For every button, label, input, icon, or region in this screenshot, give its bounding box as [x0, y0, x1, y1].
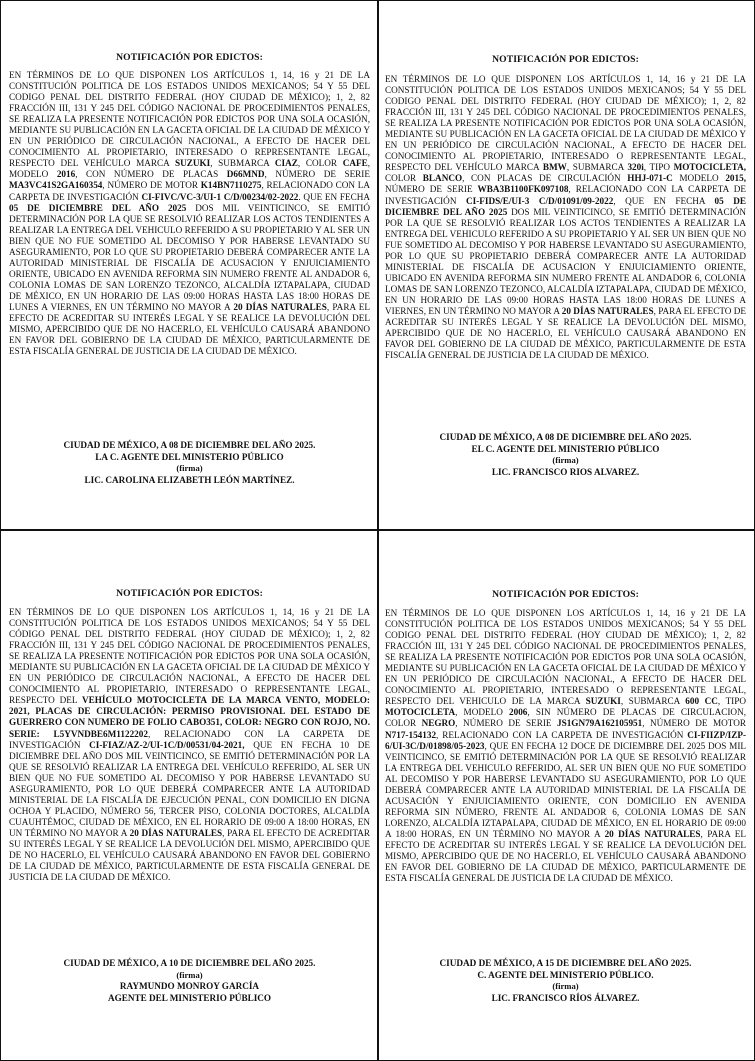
signature-name: RAYMUNDO MONROY GARCÍA: [119, 981, 260, 992]
signature-name: LIC. FRANCISCO RIOS ALVAREZ.: [491, 466, 640, 477]
notice-body: [385, 608, 746, 884]
body-text: , RELACIONADO CON LA CARPETA DE INVESTIGACIÓN: [436, 729, 688, 740]
body-text: NÚMERO DE SERIE: [385, 184, 478, 195]
body-emphasis: WBA3B1100FK097108: [477, 184, 569, 195]
notice-signature: [385, 432, 746, 478]
notice-bottom-left: [9, 531, 370, 1059]
body-text: , PARA EL EFECTO DE ACREDITAR SU INTERÉS LEGAL Y SE REALICE LA DEVOLUCIÓN DEL MISMO, APERCIBIDO QUE DE NO HACERLO, EL VEHÍCULO CAUSARÁ ABANDONO EN FAVOR DEL GOBIERNO DE LA CIUDAD DE MÉXICO, PARTICULARMENTE DE ESTA FISCALÍA GENERAL DE JUSTICIA DE LA CIUDAD DE MÉXICO.: [9, 301, 370, 357]
body-text: , NÚMERO DE SERIE: [455, 718, 557, 729]
signature-date: CIUDAD DE MÉXICO, A 15 DE DICIEMBRE DEL AÑO 2025.: [439, 958, 692, 968]
body-text: , PARA EL EFECTO DE ACREDITAR SU INTERÉS LEGAL Y SE REALICE LA DEVOLUCIÓN DEL MISMO, APERCIBIDO QUE DE NO HACERLO, EL VEHÍCULO CAUSARÁ ABANDONO EN FAVOR DEL GOBIERNO DE LA CIUDAD DE MÉXICO, PARTICULARMENTE DE ESTA FISCALÍA GENERAL DE JUSTICIA DE LA CIUDAD DE MÉXICO.: [9, 827, 370, 883]
body-emphasis: 600 CC: [685, 696, 718, 707]
body-emphasis: 20 DÍAS NATURALES: [561, 305, 654, 316]
body-emphasis: N717-154132: [385, 729, 437, 740]
body-text: , RELACIONADO CON LA CARPETA DE INVESTIGACIÓN: [385, 184, 746, 206]
body-text: , SUBMARCA: [566, 162, 628, 173]
notice-signature: [9, 958, 370, 1004]
notice-body: [9, 607, 370, 883]
body-text: EN TÉRMINOS DE LO QUE DISPONEN LOS ARTÍCULOS 1, 14, 16 y 21 DE LA CONSTITUCIÓN POLITICA DE LOS ESTADOS UNIDOS MEXICANOS; 54 Y 55 DEL CÓDIGO PENAL DEL DISTRITO FEDERAL (HOY CIUDAD DE MÉXICO); 1, 2, 82 FRACCIÓN III, 131 Y 245 DEL CÓDIGO NACIONAL DE PROCEDIMIENTOS PENALES, SE REALIZA LA PRESENTE NOTIFICACIÓN POR EDICTOS POR UNA SOLA OCASIÓN, MEDIANTE SU PUBLICACIÓN EN LA GACETA OFICIAL DE LA CIUDAD DE MÉXICO Y EN UN PERIÓDICO DE CIRCULACIÓN NACIONAL, A EFECTO DE HACER DEL CONOCIMIENTO AL PROPIETARIO, INTERESADO O REPRESENTANTE LEGAL, RESPECTO DEL: [9, 607, 370, 706]
body-emphasis: 320i: [627, 162, 644, 173]
body-text: , CON NÚMERO DE PLACAS: [75, 169, 227, 180]
body-emphasis: SUZUKI: [174, 158, 211, 169]
body-emphasis: CI-FIIZP/IZP-6/UI-3C/D/01898/05-2023: [385, 729, 746, 751]
signature-role: LA C. AGENTE DEL MINISTERIO PÚBLICO: [95, 451, 284, 462]
body-emphasis: 2016: [56, 169, 76, 180]
body-text: MODELO: [672, 173, 726, 184]
signature-mark: (firma): [552, 455, 579, 466]
notice-body: [385, 74, 746, 361]
body-text: , QUE EN FECHA: [613, 195, 715, 206]
notice-top-left: [9, 0, 370, 528]
notice-body: [9, 70, 370, 357]
body-text: , CON PLACAS DE CIRCULACIÓN: [462, 173, 628, 184]
body-emphasis: CI-FIAZ/AZ-2/UI-1C/D/00531/04-2021,: [89, 739, 245, 750]
body-emphasis: 2006: [509, 707, 528, 718]
signature-name: LIC. CAROLINA ELIZABETH LEÓN MARTÍNEZ.: [84, 474, 295, 485]
signature-mark: (firma): [176, 463, 203, 474]
signature-date: CIUDAD DE MÉXICO, A 08 DE DICIEMBRE DEL AÑO 2025.: [63, 440, 316, 450]
body-text: , RELACIONADO CON LA CARPETA DE INVESTIGACIÓN: [9, 180, 370, 202]
body-text: . QUE EN FECHA: [298, 191, 370, 202]
body-text: EN TÉRMINOS DE LO QUE DISPONEN LOS ARTÍCULOS 1, 14, 16 y 21 DE LA CONSTITUCIÓN POLITICA DE LOS ESTADOS UNIDOS MEXICANOS; 54 Y 55 DEL CODIGO PENAL DEL DISTRITO FEDERAL (HOY CIUDAD DE MÉXICO); 1, 2, 82 FRACCIÓN III, 131 Y 245 DEL CÓDIGO NACIONAL DE PROCEDIMIENTOS PENALES, SE REALIZA LA PRESENTE NOTIFICACIÓN POR EDICTOS POR UNA SOLA OCASIÓN, MEDIANTE SU PUBLICACIÓN EN LA GACETA OFICIAL DE LA CIUDAD DE MÉXICO Y EN UN PERIÓDICO DE CIRCULACIÓN NACIONAL, A EFECTO DE HACER DEL CONOCIMIENTO AL PROPIETARIO, INTERESADO O REPRESENTANTE LEGAL, RESPECTO DEL VEHICULO DE LA MARCA: [385, 608, 746, 707]
notice-title: NOTIFICACIÓN POR EDICTOS:: [492, 54, 639, 65]
body-emphasis: CI-FIVC/VC-3/UI-1 C/D/00234/02-2022: [141, 191, 299, 202]
body-text: , NÚMERO DE MOTOR: [642, 718, 746, 729]
signature-date: CIUDAD DE MÉXICO, A 10 DE DICIEMBRE DEL AÑO 2025.: [63, 958, 316, 968]
body-emphasis: 20 DÍAS NATURALES: [129, 827, 223, 838]
body-text: , TIPO: [643, 162, 674, 173]
body-text: DOS MIL VEINTICINCO, SE EMITIÓ DETERMINACIÓN POR LA QUE SE RESOLVIÓ REALIZAR LOS ACTOS TENDIENTES A REALIZAR LA ENTREGA DEL VEHICULO REFERIDO A SU PROPIETARIO Y AL SER UN BIEN QUE NO FUE SOMETIDO AL DECOMISO Y POR HABERSE LEVANTADO SU ASEGURAMIENTO, POR LO QUE SU PROPIETARIO DEBERÁ COMPARECER ANTE LA AUTORIDAD MINISTERIAL DE FISCALÍA DE ACUSACION Y ENJUICIAMIENTO ORIENTE, UBICADO EN AVENIDA REFORMA SIN NUMERO FRENTE AL ANDADOR 6, COLONIA LOMAS DE SAN LORENZO TEZONCO, ALCALDÍA IZTAPALAPA, CIUDAD DE MÉXICO, EN UN HORARIO DE LAS 09:00 HORAS HASTA LAS 18:00 HORAS DE LUNES A VIERNES, EN UN TÉRMINO NO MAYOR A: [9, 202, 370, 312]
body-text: , QUE EN FECHA 12 DOCE DE DICIEMBRE DEL 2025 DOS MIL VEINTICINCO, SE EMITIÓ DETERMINACIÓN POR LA QUE SE RESOLVIÓ REALIZAR LA ENTREGA DEL VEHICULO REFERIDO, AL SER UN BIEN QUE NO FUE SOMETIDO AL DECOMISO Y POR HABERSE LEVANTADO SU ASEGURAMIENTO, POR LO QUE DEBERÁ COMPARECER ANTE LA AUTORIDAD MINISTERIAL DE LA FISCALÍA DE ACUSACIÓN Y ENJUICIAMIENTO ORIENTE, CON DOMICILIO EN AVENIDA REFORMA SIN NÚMERO, FRENTE AL ANDADOR 6, COLONIA LOMAS DE SAN LORENZO, ALCALDÍA IZTAPALAPA, CIUDAD DE MÉXICO, EN EL HORARIO DE 09:00 A 18:00 HORAS, EN UN TÉRMINO NO MAYOR A: [385, 740, 746, 839]
body-emphasis: SUZUKI: [585, 696, 621, 707]
body-emphasis: CAFE: [342, 158, 368, 169]
body-emphasis: 20 DÍAS NATURALES: [604, 828, 701, 839]
body-text: , SUBMARCA: [210, 158, 275, 169]
body-text: , PARA EL EFECTO DE ACREDITAR SU INTERÉS LEGAL Y SE REALICE LA DEVOLUCIÓN DEL MISMO, APERCIBIDO QUE DE NO HACERLO, EL VEHÍCULO CAUSARÁ ABANDONO EN FAVOR DEL GOBIERNO DE LA CIUDAD DE MÉXICO, PARTICULARMENTE DE ESTA FISCALÍA GENERAL DE JUSTICIA DE LA CIUDAD DE MÉXICO.: [385, 828, 746, 884]
body-emphasis: CI-FIDS/E/UI-3 C/D/01091/09-2022: [465, 195, 614, 206]
body-text: , SUBMARCA: [620, 696, 686, 707]
notice-top-right: [385, 0, 746, 528]
body-text: , NÚMERO DE SERIE: [264, 169, 370, 180]
body-emphasis: 2015,: [725, 173, 746, 184]
signature-role: C. AGENTE DEL MINISTERIO PÚBLICO.: [477, 969, 654, 980]
signature-mark: (firma): [552, 981, 579, 992]
body-emphasis: MOTOCICLETA,: [673, 162, 746, 173]
body-emphasis: VEHÍCULO MOTOCICLETA DE LA MARCA VENTO, MODELO: 2021, PLACAS DE CIRCULACIÓN: PERMISO PROVISIONAL DEL ESTADO DE GUERRERO CON NUMERO DE FOLIO CABO351, COLOR: NEGRO CON ROJO, NO. SERIE: L5YVNDBE6M1122202: [9, 695, 370, 739]
body-text: COLOR: [385, 173, 423, 184]
body-text: QUE EN FECHA 10 DE DICIEMBRE DEL AÑO DOS MIL VEINTICINCO, SE EMITIÓ DETERMINACIÓN POR LA QUE SE RESOLVIÓ REALIZAR LA ENTREGA DEL VEHÍCULO REFERIDO, AL SER UN BIEN QUE NO FUE SOMETIDO AL DECOMISO Y POR HABERSE LEVANTADO SU ASEGURAMIENTO, POR LO QUE DEBERÁ COMPARECER ANTE LA AUTORIDAD MINISTERIAL DE LA FISCALÍA DE EJECUCIÓN PENAL, CON DOMICILIO EN DIGNA OCHOA Y PLACIDO, NÚMERO 56, TERCER PISO, COLONIA DOCTORES, ALCALDÍA CUAUHTÉMOC, CIUDAD DE MÉXICO, EN EL HORARIO DE 09:00 A 18:00 HORAS, EN UN TÉRMINO NO MAYOR A: [9, 739, 370, 838]
notice-title: NOTIFICACIÓN POR EDICTOS:: [116, 588, 263, 599]
body-emphasis: MA3VC41S2GA160354: [9, 180, 103, 191]
signature-mark: (firma): [176, 969, 203, 980]
signature-name: LIC. FRANCISCO RÍOS ÁLVAREZ.: [491, 992, 640, 1003]
body-text: , PARA EL EFECTO DE ACREDITAR SU INTERÉS LEGAL Y SE REALICE LA DEVOLUCIÓN DEL MISMO, APERCIBIDO QUE DE NO HACERLO, EL VEHÍCULO CAUSARÁ ABANDONO EN FAVOR DEL GOBIERNO DE LA CIUDAD DE MÉXICO, PARTICULARMENTE DE ESTA FISCALÍA GENERAL DE JUSTICIA DE LA CIUDAD DE MÉXICO.: [385, 305, 746, 361]
notice-bottom-right: [385, 531, 746, 1059]
body-text: , RELACIONADO CON LA CARPETA DE INVESTIGACIÓN: [9, 728, 370, 750]
notice-title: NOTIFICACIÓN POR EDICTOS:: [116, 52, 263, 63]
notice-signature: [9, 440, 370, 486]
body-text: , TIPO: [717, 696, 746, 707]
body-text: , MODELO: [455, 707, 510, 718]
signature-role: AGENTE DEL MINISTERIO PÚBLICO: [107, 992, 272, 1003]
signature-date: CIUDAD DE MÉXICO, A 08 DE DICIEMBRE DEL AÑO 2025.: [439, 432, 692, 442]
body-text: EN TÉRMINOS DE LO QUE DISPONEN LOS ARTÍCULOS 1, 14, 16 y 21 DE LA CONSTITUCIÓN POLITICA DE LOS ESTADOS UNIDOS MEXICANOS; 54 Y 55 DEL CODIGO PENAL DEL DISTRITO FEDERAL (HOY CIUDAD DE MÉXICO); 1, 2, 82 FRACCIÓN III, 131 Y 245 DEL CÓDIGO NACIONAL DE PROCEDIMIENTOS PENALES, SE REALIZA LA PRESENTE NOTIFICACIÓN POR EDICTOS POR UNA SOLA OCASIÓN, MEDIANTE SU PUBLICACIÓN EN LA GACETA OFICIAL DE LA CIUDAD DE MÉXICO Y EN UN PERIÓDICO DE CIRCULACIÓN NACIONAL, A EFECTO DE HACER DEL CONOCIMIENTO AL PROPIETARIO, INTERESADO O REPRESENTANTE LEGAL, RESPECTO DEL VEHÍCULO MARCA: [9, 70, 370, 169]
signature-role: EL C. AGENTE DEL MINISTERIO PÚBLICO: [471, 443, 660, 454]
body-text: DOS MIL VEINTICINCO, SE EMITIÓ DETERMINACIÓN POR LA QUE SE RESOLVIÓ REALIZAR LOS ACTOS TENDIENTES A REALIZAR LA ENTREGA DEL VEHICULO REFERIDO A SU PROPIETARIO Y AL SER UN BIEN QUE NO FUE SOMETIDO AL DECOMISO Y POR HABERSE LEVANTADO SU ASEGURAMIENTO, POR LO QUE SU PROPIETARIO DEBERÁ COMPARECER ANTE LA AUTORIDAD MINISTERIAL DE FISCALÍA DE ACUSACION Y ENJUICIAMIENTO ORIENTE, UBICADO EN AVENIDA REFORMA SIN NUMERO FRENTE AL ANDADOR 6, COLONIA LOMAS DE SAN LORENZO TEZONCO, ALCALDÍA IZTAPALAPA, CIUDAD DE MÉXICO, EN UN HORARIO DE LAS 09:00 HORAS HASTA LAS 18:00 HORAS DE LUNES A VIERNES, EN UN TÉRMINO NO MAYOR A: [385, 206, 746, 316]
body-emphasis: CIAZ: [274, 158, 298, 169]
body-emphasis: 05 DE DICIEMBRE DEL AÑO 2025: [9, 202, 187, 213]
notice-title: NOTIFICACIÓN POR EDICTOS:: [492, 589, 639, 600]
body-text: EN TÉRMINOS DE LO QUE DISPONEN LOS ARTÍCULOS 1, 14, 16 y 21 DE LA CONSTITUCIÓN POLITICA DE LOS ESTADOS UNIDOS MEXICANOS; 54 Y 55 DEL CODIGO PENAL DEL DISTRITO FEDERAL (HOY CIUDAD DE MÉXICO); 1, 2, 82 FRACCIÓN III, 131 Y 245 DEL CÓDIGO NACIONAL DE PROCEDIMIENTOS PENALES, SE REALIZA LA PRESENTE NOTIFICACIÓN POR EDICTOS POR UNA SOLA OCASIÓN, MEDIANTE SU PUBLICACIÓN EN LA GACETA OFICIAL DE LA CIUDAD DE MÉXICO Y EN UN PERIÓDICO DE CIRCULACIÓN NACIONAL, A EFECTO DE HACER DEL CONOCIMIENTO AL PROPIETARIO, INTERESADO O REPRESENTANTE LEGAL, RESPECTO DEL VEHÍCULO MARCA: [385, 74, 746, 173]
body-emphasis: BMW: [542, 162, 567, 173]
body-text: , SIN NÚMERO DE PLACAS DE CIRCULACION, COLOR: [385, 707, 746, 729]
body-text: , COLOR: [297, 158, 343, 169]
body-emphasis: HHJ-071-C: [627, 173, 673, 184]
notice-signature: [385, 958, 746, 1004]
body-emphasis: K14BN7110275: [200, 180, 262, 191]
body-emphasis: JS1GN79A162105951: [557, 718, 643, 729]
body-emphasis: MOTOCICLETA: [385, 707, 456, 718]
body-emphasis: NEGRO: [421, 718, 456, 729]
body-emphasis: 05 DE DICIEMBRE DEL AÑO 2025: [385, 195, 746, 217]
body-emphasis: 20 DÍAS NATURALES: [233, 301, 327, 312]
body-text: , MODELO: [9, 158, 370, 180]
body-emphasis: D66MND: [226, 169, 265, 180]
body-emphasis: BLANCO: [422, 173, 463, 184]
body-text: , NÚMERO DE MOTOR: [102, 180, 201, 191]
